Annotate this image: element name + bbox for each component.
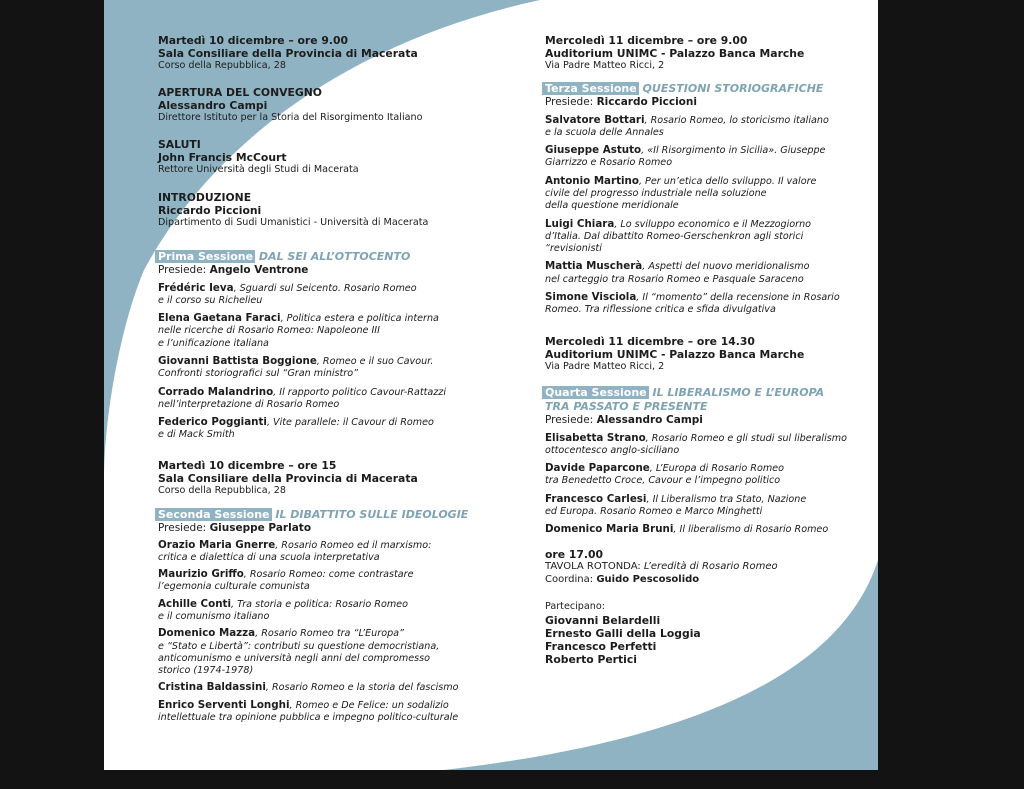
talk-line (158, 416, 478, 429)
seconda-sessione (158, 508, 478, 724)
talk-line (158, 611, 478, 623)
day2-morning-date: Mercoledì 11 dicembre – ore 9.00 (545, 34, 748, 47)
chair-name: Angelo Ventrone (209, 264, 309, 276)
talk-title-text: , Il liberalismo di Rosario Romeo (673, 524, 829, 536)
talk-title-text: , Il rapporto politico Cavour-Rattazzi (273, 386, 446, 398)
talk-line (158, 386, 478, 399)
speaker-name: Frédéric Ieva (158, 281, 234, 294)
talk-title-text: nelle ricerche di Rosario Romeo: Napoleone III (158, 325, 380, 337)
session-header (545, 386, 865, 400)
talk-title-text: e il corso su Richelieu (158, 294, 263, 306)
talk-title-text: , L’Europa di Rosario Romeo (649, 463, 784, 475)
talk-item (545, 260, 865, 286)
talk-item (545, 175, 865, 213)
tavola-heading (545, 561, 865, 574)
day2-morning-info (545, 34, 865, 73)
afternoon-address: Corso della Repubblica, 28 (158, 485, 286, 496)
speaker-name: Giuseppe Astuto (545, 144, 642, 157)
talk-line (545, 304, 865, 316)
apertura-role: Direttore Istituto per la Storia del Risorgimento Italiano (158, 112, 423, 123)
talk-line (158, 295, 478, 307)
talk-title-text: , Romeo e il suo Cavour. (316, 355, 434, 367)
speaker-name: Federico Poggianti (158, 416, 267, 429)
speaker-name: Cristina Baldassini (158, 681, 266, 694)
talk-title-text: della questione meridionale (545, 200, 679, 212)
talk-title-text: e “Stato e Libertà”: contributi su questione democristiana, (158, 640, 440, 652)
talk-title-text: ed Europa. Rosario Romeo e Marco Minghetti (545, 505, 763, 517)
apertura-heading: APERTURA DEL CONVEGNO (158, 86, 322, 99)
talk-item (158, 416, 478, 442)
talk-line (545, 445, 865, 457)
speaker-name: Antonio Martino (545, 174, 639, 187)
session-chair (545, 96, 865, 109)
saluti-name: John Francis McCourt (158, 151, 287, 164)
tavola-time: ore 17.00 (545, 548, 603, 561)
talk-line (158, 429, 478, 441)
apertura-name: Alessandro Campi (158, 99, 268, 112)
chair-name: Giuseppe Parlato (209, 522, 312, 534)
talk-item (158, 312, 478, 350)
talk-line (545, 188, 865, 200)
talk-title-text: d’Italia. Dal dibattito Romeo-Gerschenkron agli storici (545, 230, 804, 242)
session-title: QUESTIONI STORIOGRAFICHE (642, 82, 824, 95)
session-title: DAL SEI ALL’OTTOCENTO (258, 250, 411, 263)
participant-name: Giovanni Belardelli (545, 613, 661, 627)
talk-line (158, 355, 478, 368)
session-chair (158, 264, 478, 277)
session-title: IL LIBERALISMO E L’EUROPA (652, 386, 825, 399)
talk-title-text: l’egemonia culturale comunista (158, 581, 310, 593)
day2-afternoon-address: Via Padre Matteo Ricci, 2 (545, 361, 665, 372)
talk-line (545, 127, 865, 139)
talk-line (158, 552, 478, 564)
opening-date: Martedì 10 dicembre – ore 9.00 (158, 34, 348, 47)
introduzione-role: Dipartimento di Sudi Umanistici - Università di Macerata (158, 217, 429, 228)
opening-venue: Sala Consiliare della Provincia di Macerata (158, 47, 418, 60)
participant-name: Roberto Pertici (545, 652, 637, 666)
talk-line (158, 399, 478, 411)
session-chair (158, 522, 478, 535)
speaker-name: Enrico Serventi Longhi (158, 698, 290, 711)
talk-title-text: , Per un’etica dello sviluppo. Il valore (638, 175, 817, 187)
talk-line (545, 523, 865, 536)
session-label: Terza Sessione (542, 82, 639, 95)
talk-title-text: nell’interpretazione di Rosario Romeo (158, 398, 340, 410)
talk-item (545, 218, 865, 256)
talk-line (545, 243, 865, 255)
introduzione-heading: INTRODUZIONE (158, 191, 252, 204)
coord-label: Coordina: (545, 573, 594, 585)
talk-item (158, 539, 478, 565)
prima-sessione (158, 250, 478, 442)
talk-line (545, 231, 865, 243)
talk-line (545, 144, 865, 157)
program-sheet (104, 0, 878, 770)
participants-block (545, 601, 865, 666)
chair-label: Presiede: (158, 264, 207, 276)
talk-title-text: , Il Liberalismo tra Stato, Nazione (646, 493, 807, 505)
talk-item (158, 598, 478, 624)
saluti-heading: SALUTI (158, 138, 201, 151)
talk-title-text: , Rosario Romeo ed il marxismo: (275, 539, 432, 551)
talk-title-text: intellettuale tra opinione pubblica e impegno politico-culturale (158, 712, 459, 724)
talk-line (545, 475, 865, 487)
talk-line (158, 539, 478, 552)
talk-item (158, 699, 478, 725)
talk-item (545, 144, 865, 170)
session-label: Seconda Sessione (155, 508, 272, 521)
saluti-block (158, 138, 478, 177)
talk-line (545, 462, 865, 475)
talk-title-text: Confronti storiografici sul “Gran ministro” (158, 368, 359, 380)
talk-line (545, 291, 865, 304)
talk-title-text: e il comunismo italiano (158, 610, 270, 622)
talk-line (545, 218, 865, 231)
participants-label: Partecipano: (545, 601, 605, 612)
chair-label: Presiede: (545, 96, 594, 108)
speaker-name: Elisabetta Strano (545, 431, 646, 444)
talk-item (545, 462, 865, 488)
afternoon-info (158, 459, 478, 498)
talk-title-text: , Il “momento” della recensione in Rosario (636, 292, 840, 304)
speaker-name: Maurizio Griffo (158, 568, 244, 581)
talk-line (158, 699, 478, 712)
speaker-name: Luigi Chiara (545, 217, 615, 230)
talk-line (158, 312, 478, 325)
opening-info (158, 34, 478, 73)
talk-line (158, 681, 478, 694)
tavola-title: L’eredità di Rosario Romeo (643, 561, 778, 572)
talk-line (158, 568, 478, 581)
talk-item (158, 355, 478, 381)
talk-item (158, 568, 478, 594)
terza-sessione (545, 82, 865, 317)
speaker-name: Orazio Maria Gnerre (158, 538, 276, 551)
session-header (158, 508, 478, 522)
talk-line (158, 641, 478, 653)
talk-title-text: , Sguardi sul Seicento. Rosario Romeo (233, 282, 417, 294)
talk-line (158, 338, 478, 350)
talk-line (545, 260, 865, 273)
speaker-name: Elena Gaetana Faraci (158, 312, 281, 325)
talk-title-text: Giarrizzo e Rosario Romeo (545, 157, 673, 169)
talk-list (545, 114, 865, 317)
afternoon-date: Martedì 10 dicembre – ore 15 (158, 459, 337, 472)
apertura-block (158, 86, 478, 125)
speaker-name: Corrado Malandrino (158, 385, 274, 398)
talk-title-text: storico (1974-1978) (158, 665, 254, 677)
saluti-role: Rettore Università degli Studi di Macerata (158, 164, 359, 175)
coord-name: Guido Pescosolido (596, 573, 700, 585)
speaker-name: Achille Conti (158, 597, 231, 610)
talk-line (158, 712, 478, 724)
talk-title-text: e l’unificazione italiana (158, 337, 269, 349)
afternoon-venue: Sala Consiliare della Provincia di Macerata (158, 472, 418, 485)
session-chair (545, 414, 865, 427)
talk-line (545, 432, 865, 445)
tavola-label: TAVOLA ROTONDA: (545, 561, 641, 572)
talk-title-text: civile del progresso industriale nella soluzione (545, 187, 767, 199)
speaker-name: Domenico Mazza (158, 627, 256, 640)
talk-title-text: , Politica estera e politica interna (280, 313, 439, 325)
talk-title-text: tra Benedetto Croce, Cavour e l’impegno politico (545, 475, 781, 487)
session-label: Quarta Sessione (542, 386, 649, 399)
session-header (545, 82, 865, 96)
talk-line (545, 506, 865, 518)
talk-item (545, 291, 865, 317)
talk-item (545, 523, 865, 536)
participants-list (545, 614, 865, 666)
talk-item (545, 114, 865, 140)
talk-title-text: e di Mack Smith (158, 429, 235, 441)
day2-afternoon-venue: Auditorium UNIMC - Palazzo Banca Marche (545, 348, 805, 361)
talk-item (545, 432, 865, 458)
session-header (158, 250, 478, 264)
tavola-rotonda (545, 548, 865, 586)
talk-list (158, 539, 478, 725)
session-title-line2: TRA PASSATO E PRESENTE (545, 400, 708, 413)
participant-name: Francesco Perfetti (545, 639, 657, 653)
speaker-name: Francesco Carlesi (545, 492, 647, 505)
talk-line (158, 282, 478, 295)
talk-title-text: , Vite parallele: il Cavour di Romeo (266, 417, 434, 429)
talk-line (545, 157, 865, 169)
session-title: IL DIBATTITO SULLE IDEOLOGIE (275, 508, 469, 521)
introduzione-name: Riccardo Piccioni (158, 204, 262, 217)
talk-title-text: ottocentesco anglo-siciliano (545, 444, 680, 456)
chair-name: Alessandro Campi (596, 414, 703, 426)
talk-title-text: , Rosario Romeo e gli studi sul liberalismo (645, 432, 847, 444)
talk-item (158, 282, 478, 308)
speaker-name: Domenico Maria Bruni (545, 523, 674, 536)
talk-title-text: Romeo. Tra riflessione critica e sfida divulgativa (545, 304, 776, 316)
talk-title-text: critica e dialettica di una scuola interpretativa (158, 551, 380, 563)
talk-title-text: , Rosario Romeo: come contrastare (243, 569, 414, 581)
day2-morning-venue: Auditorium UNIMC - Palazzo Banca Marche (545, 47, 805, 60)
talk-title-text: , Romeo e De Felice: un sodalizio (289, 699, 449, 711)
talk-line (158, 653, 478, 665)
talk-line (545, 114, 865, 127)
talk-line (158, 581, 478, 593)
talk-list (158, 282, 478, 442)
speaker-name: Salvatore Bottari (545, 113, 645, 126)
talk-line (545, 274, 865, 286)
talk-list (545, 432, 865, 537)
talk-item (158, 386, 478, 412)
talk-title-text: “revisionisti (545, 243, 602, 255)
talk-line (158, 665, 478, 677)
talk-title-text: , «Il Risorgimento in Sicilia». Giuseppe (641, 145, 826, 157)
talk-title-text: , Rosario Romeo, lo storicismo italiano (644, 114, 829, 126)
session-label: Prima Sessione (155, 250, 255, 263)
talk-line (158, 368, 478, 380)
talk-line (545, 175, 865, 188)
talk-title-text: , Rosario Romeo tra “L’Europa” (255, 628, 405, 640)
talk-line (545, 200, 865, 212)
speaker-name: Simone Visciola (545, 291, 637, 304)
talk-title-text: e la scuola delle Annales (545, 126, 664, 138)
day2-morning-address: Via Padre Matteo Ricci, 2 (545, 60, 665, 71)
talk-title-text: , Lo sviluppo economico e il Mezzogiorno (614, 218, 812, 230)
talk-title-text: , Rosario Romeo e la storia del fascismo (265, 682, 459, 694)
talk-item (158, 627, 478, 677)
introduzione-block (158, 191, 478, 230)
talk-title-text: anticomunismo e università negli anni del compromesso (158, 652, 431, 664)
speaker-name: Mattia Muscherà (545, 260, 643, 273)
speaker-name: Giovanni Battista Boggione (158, 354, 317, 367)
talk-line (545, 493, 865, 506)
chair-label: Presiede: (545, 414, 594, 426)
talk-title-text: , Aspetti del nuovo meridionalismo (642, 261, 810, 273)
talk-line (158, 627, 478, 640)
talk-line (158, 325, 478, 337)
talk-title-text: nel carteggio tra Rosario Romeo e Pasquale Saraceno (545, 273, 804, 285)
participant-name: Ernesto Galli della Loggia (545, 626, 701, 640)
speaker-name: Davide Paparcone (545, 462, 650, 475)
tavola-coord (545, 574, 865, 587)
talk-item (158, 681, 478, 694)
opening-address: Corso della Repubblica, 28 (158, 60, 286, 71)
quarta-sessione (545, 386, 865, 537)
talk-item (545, 493, 865, 519)
day2-afternoon-date: Mercoledì 11 dicembre – ore 14.30 (545, 335, 755, 348)
chair-label: Presiede: (158, 522, 207, 534)
talk-line (158, 598, 478, 611)
chair-name: Riccardo Piccioni (596, 96, 697, 108)
talk-title-text: , Tra storia e politica: Rosario Romeo (230, 598, 408, 610)
day2-afternoon-info (545, 335, 865, 374)
